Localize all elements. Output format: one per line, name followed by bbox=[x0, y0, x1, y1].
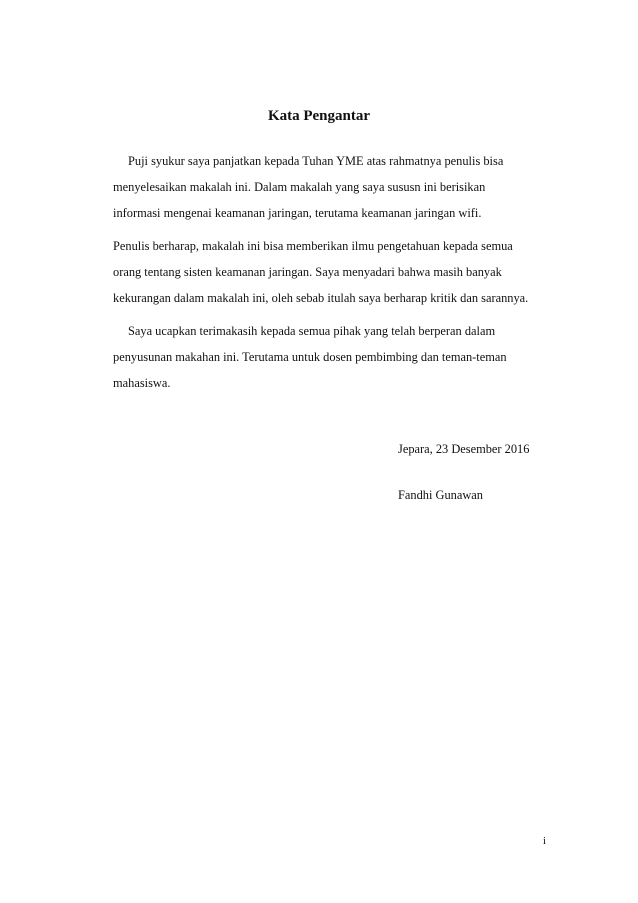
paragraph-3-line-2: penyusunan makahan ini. Terutama untuk dosen pembimbing dan teman-teman bbox=[113, 350, 507, 364]
signature-place-date: Jepara, 23 Desember 2016 bbox=[398, 442, 530, 456]
paragraph-3 bbox=[113, 318, 553, 396]
page-title: Kata Pengantar bbox=[267, 108, 371, 124]
paragraph-1-line-2: menyelesaikan makalah ini. Dalam makalah yang saya sususn ini berisikan bbox=[113, 180, 486, 194]
paragraph-1 bbox=[113, 148, 553, 226]
page-number: i bbox=[543, 835, 547, 847]
paragraph-2-line-1: Penulis berharap, makalah ini bisa memberikan ilmu pengetahuan kepada semua bbox=[113, 239, 513, 253]
paragraph-1-line-3: informasi mengenai keamanan jaringan, terutama keamanan jaringan wifi. bbox=[113, 206, 482, 220]
signature-name: Fandhi Gunawan bbox=[398, 488, 483, 502]
paragraph-3-line-1: Saya ucapkan terimakasih kepada semua pihak yang telah berperan dalam bbox=[128, 324, 496, 338]
paragraph-3-line-3: mahasiswa. bbox=[113, 376, 171, 390]
paragraph-2-line-3: kekurangan dalam makalah ini, oleh sebab itulah saya berharap kritik dan sarannya. bbox=[113, 291, 529, 305]
paragraph-2-line-2: orang tentang sisten keamanan jaringan. Saya menyadari bahwa masih banyak bbox=[113, 265, 502, 279]
paragraph-2 bbox=[113, 233, 553, 311]
paragraph-1-line-1: Puji syukur saya panjatkan kepada Tuhan YME atas rahmatnya penulis bisa bbox=[128, 154, 504, 168]
